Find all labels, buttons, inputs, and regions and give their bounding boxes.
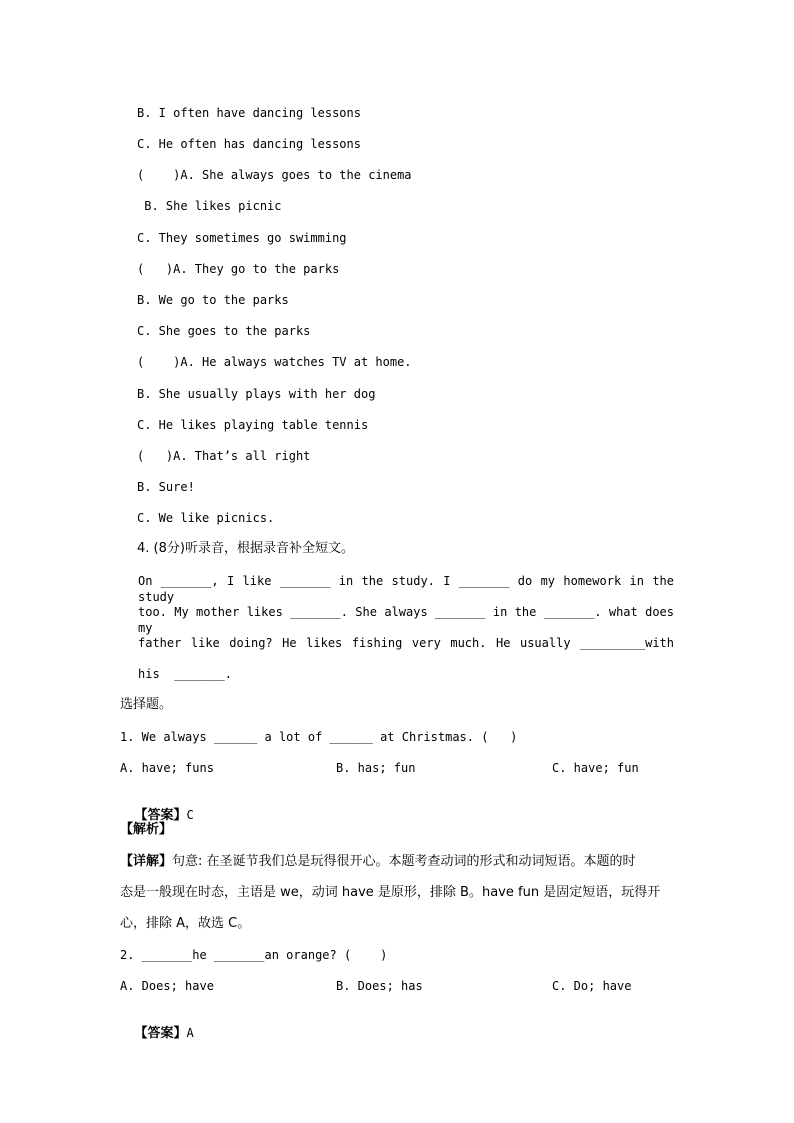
question-stem: 2. _______he _______an orange? ( )	[120, 948, 388, 962]
detail-text: 心，排除 A，故选 C。	[120, 916, 251, 931]
passage-line: On _______, I like _______ in the study. I _______ do my homework in the study	[138, 574, 674, 604]
option-c: C. Do; have	[552, 979, 632, 993]
option-a: A. Does; have	[120, 979, 214, 993]
option-b: B. Does; has	[336, 979, 423, 993]
option-line: B. We go to the parks	[137, 293, 289, 307]
passage-line: too. My mother likes _______. She always _______ in the _______. what does my	[138, 605, 674, 635]
option-line: ( )A. That’s all right	[137, 449, 311, 463]
answer-row	[120, 1009, 194, 1042]
question-heading: 4. (8分)听录音，根据录音补全短文。	[137, 541, 354, 556]
answer-label: 【答案】	[134, 808, 187, 823]
option-line: C. He likes playing table tennis	[137, 418, 369, 432]
option-line: ( )A. He always watches TV at home.	[137, 355, 412, 369]
option-line: ( )A. She always goes to the cinema	[137, 168, 412, 182]
option-line: C. He often has dancing lessons	[137, 137, 361, 151]
option-line: B. I often have dancing lessons	[137, 106, 361, 120]
answer-row	[120, 791, 194, 824]
option-line: B. She likes picnic	[137, 199, 282, 213]
option-b: B. has; fun	[336, 761, 416, 775]
detail-text: 态是一般现在时态，主语是 we，动词 have 是原形，排除 B。have fun 是固定短语，玩得开	[120, 885, 661, 900]
option-line: B. Sure!	[137, 480, 195, 494]
question-stem: 1. We always ______ a lot of ______ at Christmas. ( )	[120, 730, 518, 744]
detail-paragraph	[120, 846, 676, 939]
passage-line: father like doing? He likes fishing very much. He usually _________with	[138, 636, 674, 650]
option-line: ( )A. They go to the parks	[137, 262, 340, 276]
option-line: C. They sometimes go swimming	[137, 231, 347, 245]
analysis-label: 【解析】	[120, 822, 173, 837]
answer-value: A	[186, 1026, 194, 1040]
option-line: C. We like picnics.	[137, 511, 275, 525]
option-line: C. She goes to the parks	[137, 324, 311, 338]
option-a: A. have; funs	[120, 761, 214, 775]
option-line: B. She usually plays with her dog	[137, 387, 376, 401]
section-title: 选择题。	[120, 697, 173, 712]
detail-label: 【详解】	[120, 854, 173, 869]
answer-value: C	[186, 808, 194, 822]
answer-label: 【答案】	[134, 1026, 187, 1041]
passage-line: his _______.	[138, 667, 232, 681]
option-c: C. have; fun	[552, 761, 639, 775]
detail-text: 句意: 在圣诞节我们总是玩得很开心。本题考查动词的形式和动词短语。本题的时	[172, 854, 636, 869]
